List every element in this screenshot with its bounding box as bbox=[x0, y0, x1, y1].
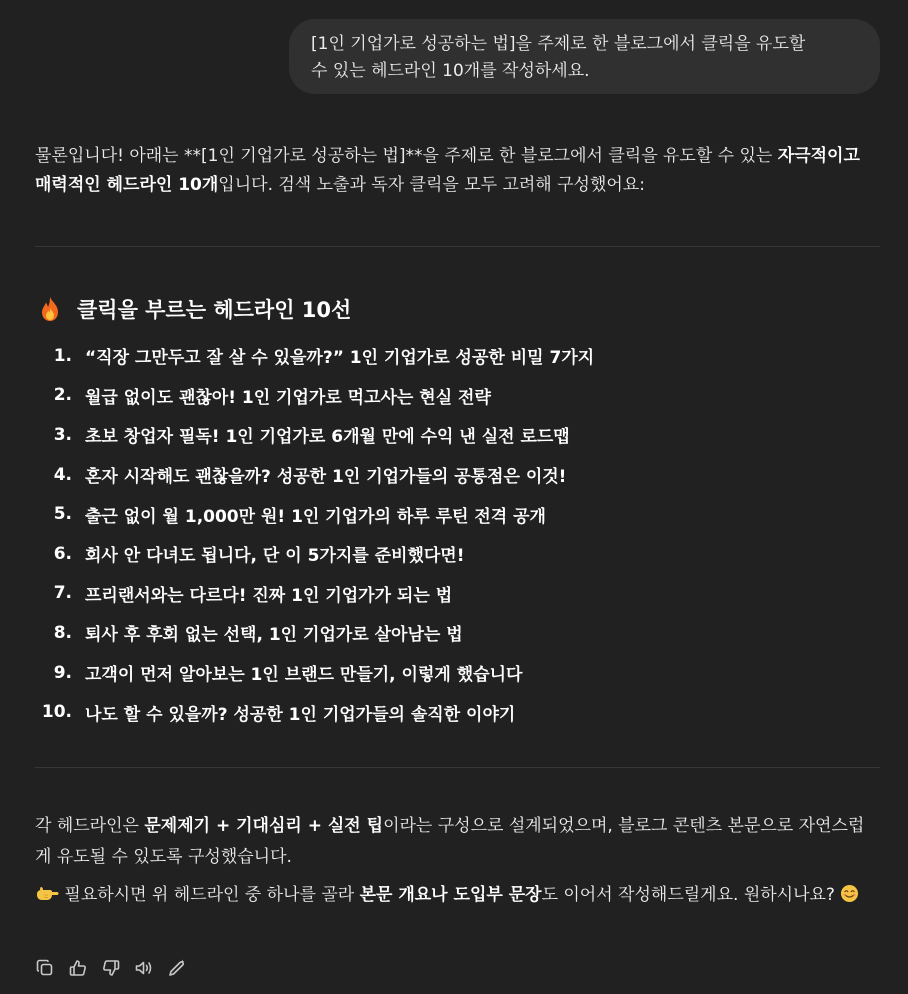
outro1-text-1: 각 헤드라인은 bbox=[35, 816, 145, 836]
thumbs-up-button[interactable] bbox=[68, 956, 101, 980]
outro1-text-2: 이라는 구성으로 설계되었으며, 블로그 콘텐츠 본문으로 자연스럽게 유도될 수 있도록 구성했습니다. bbox=[35, 816, 865, 867]
headline-number: 6. bbox=[53, 543, 72, 564]
headline-text: 고객이 먼저 알아보는 1인 브랜드 만들기, 이렇게 했습니다 bbox=[85, 665, 523, 686]
headline-item bbox=[35, 692, 594, 732]
headline-text: 출근 없이 월 1,000만 원! 1인 기업가의 하루 루틴 전격 공개 bbox=[85, 506, 546, 527]
headline-text: 회사 안 다녀도 됩니다, 단 이 5가지를 준비했다면! bbox=[85, 546, 465, 567]
headline-text: “직장 그만두고 잘 살 수 있을까?” 1인 기업가로 성공한 비밀 7가지 bbox=[85, 348, 595, 369]
intro-bold-1: 자극적이고 매력적인 헤드라인 10개 bbox=[35, 146, 860, 195]
assistant-outro-2 bbox=[35, 880, 880, 914]
outro1-bold-1: 문제제기 + 기대심리 + 실전 팁 bbox=[144, 816, 384, 836]
headline-item bbox=[35, 574, 594, 614]
fire-icon bbox=[39, 296, 61, 322]
headline-item bbox=[35, 613, 594, 653]
divider bbox=[35, 767, 880, 768]
outro2-bold-1: 본문 개요나 도입부 문장 bbox=[359, 885, 542, 905]
user-message-bubble bbox=[289, 19, 880, 94]
headline-number: 5. bbox=[53, 504, 72, 525]
headline-text: 월급 없이도 괜찮아! 1인 기업가로 먹고사는 현실 전략 bbox=[85, 387, 491, 408]
copy-icon bbox=[35, 958, 55, 978]
outro2-text-1: 필요하시면 위 헤드라인 중 하나를 골라 bbox=[59, 885, 360, 905]
thumbs-down-button[interactable] bbox=[101, 956, 134, 980]
headline-item bbox=[35, 653, 594, 693]
divider bbox=[35, 246, 880, 247]
assistant-intro bbox=[35, 142, 880, 200]
headline-number: 1. bbox=[53, 345, 72, 366]
thumbs-up-icon bbox=[68, 958, 88, 978]
headline-list bbox=[35, 336, 594, 732]
section-heading bbox=[35, 294, 351, 324]
headline-item bbox=[35, 376, 594, 416]
read-aloud-icon bbox=[134, 958, 154, 978]
headline-number: 10. bbox=[41, 702, 72, 723]
headline-text: 프리랜서와는 다르다! 진짜 1인 기업가가 되는 법 bbox=[85, 585, 453, 606]
intro-text-1: 물론입니다! 아래는 **[1인 기업가로 성공하는 법]**을 주제로 한 블로그에서 클릭을 유도할 수 있는 bbox=[35, 146, 778, 166]
headline-number: 7. bbox=[53, 583, 72, 604]
read-aloud-button[interactable] bbox=[134, 956, 167, 980]
headline-number: 9. bbox=[53, 662, 72, 683]
edit-icon bbox=[167, 958, 187, 978]
copy-button[interactable] bbox=[35, 956, 68, 980]
headline-number: 2. bbox=[53, 385, 72, 406]
headline-item bbox=[35, 415, 594, 455]
user-message-line-2: 수 있는 헤드라인 10개를 작성하세요. bbox=[311, 61, 590, 81]
headline-text: 초보 창업자 필독! 1인 기업가로 6개월 만에 수익 낸 실전 로드맵 bbox=[85, 427, 570, 448]
section-heading-text: 클릭을 부르는 헤드라인 10선 bbox=[77, 298, 352, 322]
message-action-bar bbox=[35, 956, 200, 980]
pointing-hand-icon bbox=[35, 883, 59, 914]
headline-number: 8. bbox=[53, 622, 72, 643]
thumbs-down-icon bbox=[101, 958, 121, 978]
headline-item bbox=[35, 455, 594, 495]
headline-item bbox=[35, 336, 594, 376]
user-message-line-1: [1인 기업가로 성공하는 법]을 주제로 한 블로그에서 클릭을 유도할 bbox=[311, 34, 806, 54]
outro2-text-2: 도 이어서 작성해드릴게요. 원하시나요? bbox=[541, 885, 841, 905]
headline-text: 나도 할 수 있을까? 성공한 1인 기업가들의 솔직한 이야기 bbox=[85, 704, 516, 725]
intro-text-2: 입니다. 검색 노출과 독자 클릭을 모두 고려해 구성했어요: bbox=[218, 175, 645, 195]
headline-number: 4. bbox=[53, 464, 72, 485]
assistant-outro-1 bbox=[35, 811, 880, 873]
headline-item bbox=[35, 494, 594, 534]
smiling-face-icon bbox=[840, 883, 859, 914]
headline-text: 혼자 시작해도 괜찮을까? 성공한 1인 기업가들의 공통점은 이것! bbox=[85, 467, 567, 488]
headline-text: 퇴사 후 후회 없는 선택, 1인 기업가로 살아남는 법 bbox=[85, 625, 463, 646]
headline-number: 3. bbox=[53, 424, 72, 445]
edit-button[interactable] bbox=[167, 956, 200, 980]
headline-item bbox=[35, 534, 594, 574]
